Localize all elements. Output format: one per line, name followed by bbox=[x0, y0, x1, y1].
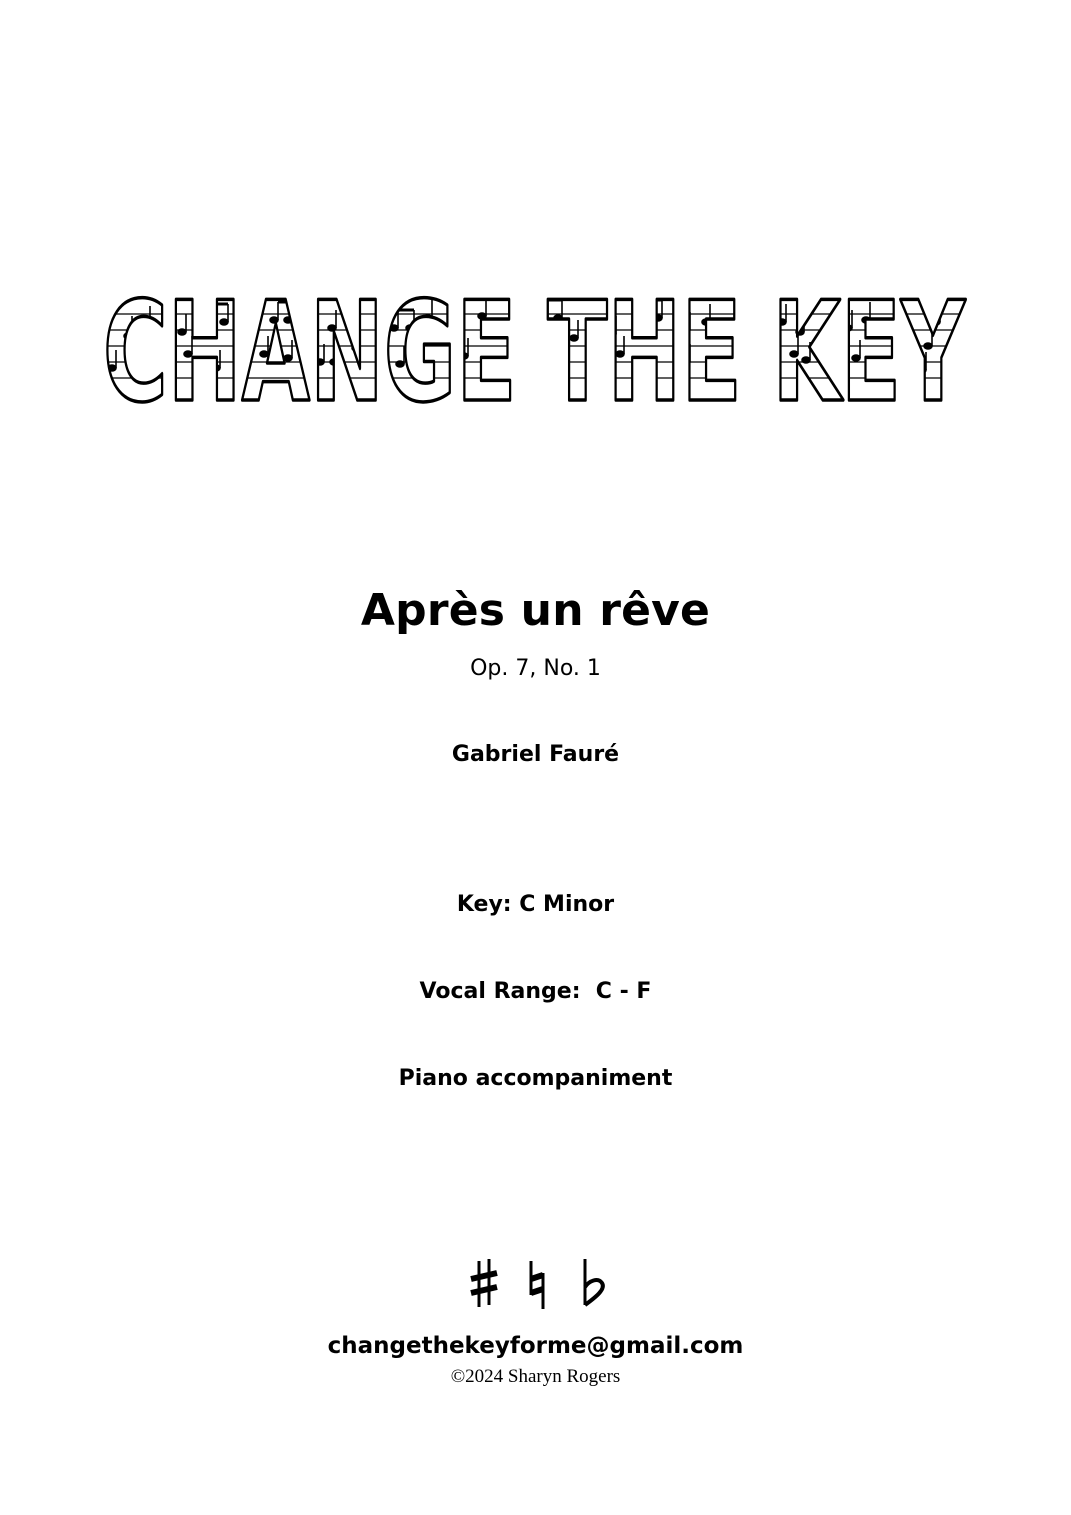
vocal-range-text: Vocal Range: C - F bbox=[419, 979, 652, 1004]
flat-icon bbox=[585, 1259, 603, 1305]
contact-email: changethekeyforme@gmail.com bbox=[327, 1333, 744, 1359]
copyright-notice: ©2024 Sharyn Rogers bbox=[450, 1366, 621, 1387]
opus-number: Op. 7, No. 1 bbox=[470, 656, 601, 681]
banner-text: CHANGE THE KEY bbox=[103, 292, 967, 408]
sharp-icon bbox=[471, 1259, 497, 1307]
key-signature-text: Key: C Minor bbox=[456, 892, 615, 917]
accompaniment-text: Piano accompaniment bbox=[398, 1066, 673, 1091]
change-the-key-logo bbox=[98, 292, 970, 408]
accidentals-row bbox=[0, 1255, 1071, 1315]
natural-icon bbox=[531, 1261, 543, 1309]
composer-name: Gabriel Fauré bbox=[451, 742, 620, 767]
piece-title: Après un rêve bbox=[360, 585, 711, 636]
